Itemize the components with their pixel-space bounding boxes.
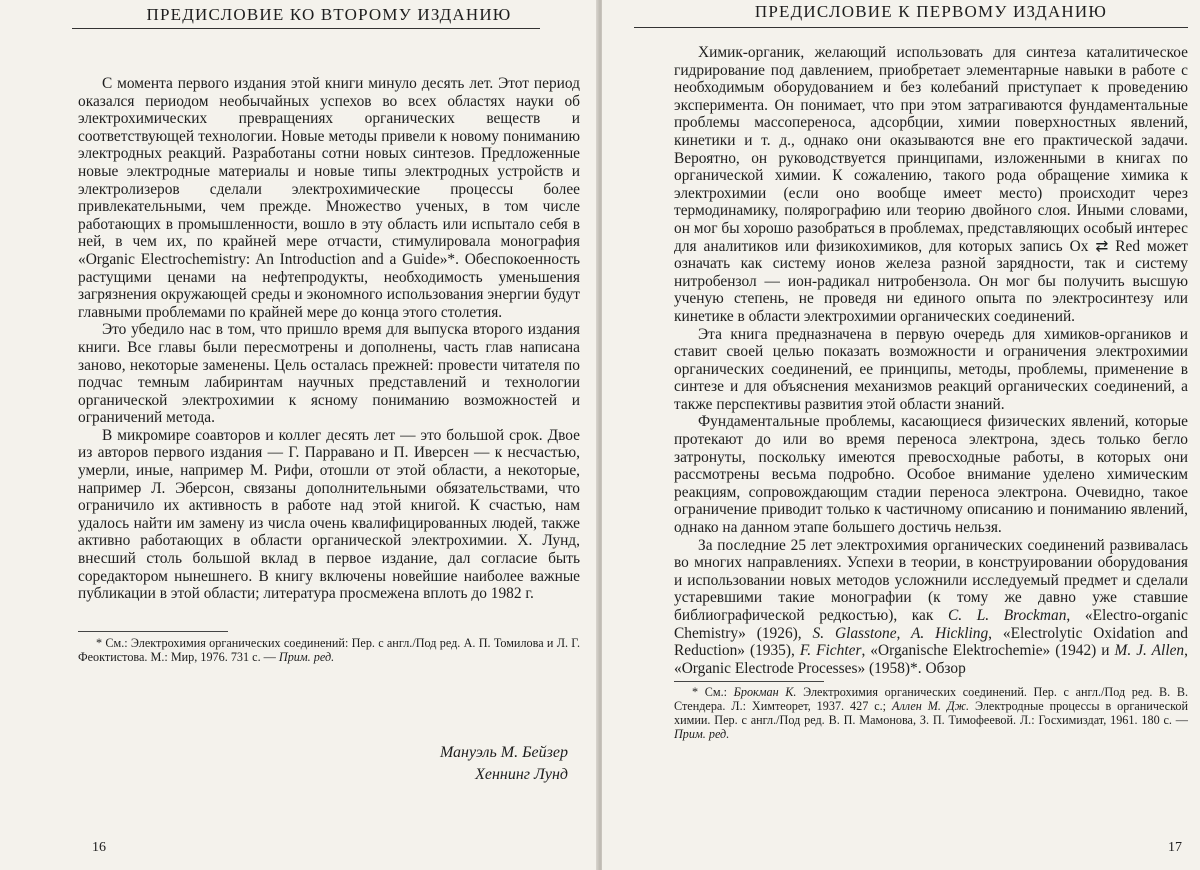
- footnote-author: Брокман К.: [733, 685, 797, 700]
- running-head-right: ПРЕДИСЛОВИЕ К ПЕРВОМУ ИЗДАНИЮ: [754, 2, 1108, 21]
- cited-author: M. J. Allen: [1114, 642, 1185, 660]
- cited-title: , «Organische Elektrochemie» (1942) и: [861, 642, 1115, 660]
- cited-author: S. Glasstone, A. Hickling: [812, 624, 989, 642]
- footnote-text: * См.:: [692, 685, 734, 700]
- footnote-rule-right: [674, 681, 824, 682]
- paragraph: В микромире соавторов и коллег десять лет — это большой срок. Двое из авторов первого издания — Г. Парравано и П. Иверсен — к несчастью, умерли, иные, например М. Рифи, отошли от этой области, а некоторые, например Л. Эберсон, связаны дополнительными обязательствами, что ограничило их активность в работе над этой книгой. К счастью, нам удалось найти им замену из числа очень квалифицированных людей, также активно работающих в области органической электрохимии. Х. Лунд, внесший столь большой вклад в первое издание, дал согласие быть соредактором нынешнего. В книгу включены новейшие наиболее важные публикации в этой области; литература просмежена вплоть до 1982 г.: [78, 426, 580, 603]
- cited-title: , «Electrolytic Oxidation and Reduction» (1935),: [674, 624, 1188, 660]
- head-rule-right: [634, 27, 1188, 28]
- right-page: [602, 0, 1200, 870]
- left-body-text: [78, 75, 580, 603]
- paragraph: Фундаментальные проблемы, касающиеся физических явлений, которые протекают до или во время переноса электрона, здесь только бегло затронуты, поскольку имеются превосходные работы, в которых они рассмотрены весьма подробно. Особое внимание уделено химическим реакциям, сопровождающим стадии переноса электрона. Очевидно, такое ограничение приводит только к частичному описанию и пониманию явлений, однако на данном этапе большего достичь нельзя.: [674, 413, 1188, 537]
- footnote-text: Электрохимия органических соединений. Пер. с англ./Под ред. В. В. Стендера. Л.: Химтеорет, 1937. 427 с.;: [674, 685, 1189, 714]
- cited-author: C. L. Brockman: [947, 607, 1067, 624]
- left-page: [0, 0, 598, 870]
- footnote-rule-left: [78, 631, 228, 632]
- paragraph: Эта книга предназначена в первую очередь для химиков-органиков и ставит своей целью показать возможности и ограничения электрохимии органических соединений, ее принципы, методы, проблемы, применение в синтезе и для объяснения механизмов реакций органических соединений, а также перспективы развития этой области знаний.: [674, 325, 1188, 413]
- footnote-author: Аллен М. Дж.: [892, 699, 970, 714]
- cited-title: , «Organic Electrode Processes» (1958)*. Обзор: [674, 642, 1188, 677]
- para-text: За последние 25 лет электрохимия органических соединений развивалась во многих направлениях. Успехи в теории, в конструировании оборудования и использовании новых методов усложнили исследуемый предмет и сделали устаревшими такие монографии (к тому же давно уже ставшие библиографической редкостью), как: [674, 536, 1188, 624]
- footnote-tail: Прим. ред.: [674, 727, 730, 742]
- signature-name: Мануэль М. Бейзер: [439, 744, 568, 761]
- cited-author: F. Fichter: [799, 642, 862, 660]
- footnote-tail: Прим. ред.: [278, 649, 335, 664]
- footnote-text: * См.: Электрохимия органических соединений: Пер. с англ./Под ред. А. П. Томилова и Л. Г. Феоктистова. М.: Мир, 1976. 731 с. —: [78, 635, 580, 664]
- signature-name: Хеннинг Лунд: [475, 766, 568, 783]
- footnote-right: [674, 685, 1188, 741]
- head-rule-left: [72, 28, 540, 29]
- running-head-left: ПРЕДИСЛОВИЕ КО ВТОРОМУ ИЗДАНИЮ: [146, 5, 512, 24]
- paragraph: Химик-органик, желающий использовать для синтеза каталитическое гидрирование под давлением, приобретает элементарные навыки в работе с необходимым оборудованием и без колебаний приступает к проведению эксперимента. Он понимает, что при этом затрагиваются фундаментальные проблемы массопереноса, адсорбции, химии поверхностных явлений, кинетики и т. д., однако они оказываются вне его практической задачи. Вероятно, он руководствуется принципами, изложенными в книгах по органической химии. К сожалению, такого рода обращение химика к электрохимии (если оно вообще имеет место) происходит через термодинамику, полярографию или теорию двойного слоя. Иными словами, он мог бы хорошо разобраться в проблемах, представляющих особый интерес для аналитиков или физикохимиков, для которых запись Ox ⇄ Red может означать как систему ионов железа разной зарядности, так и систему нитробензол — ион-радикал нитробензола. Он мог бы получить высшую ученую степень, не проведя ни единого опыта по электросинтезу или кинетике в области электрохимии органических соединений.: [674, 44, 1188, 325]
- signatures: [440, 742, 568, 786]
- footnote-left: [78, 636, 580, 664]
- right-body-text: [674, 44, 1188, 677]
- paragraph: Это убедило нас в том, что пришло время для выпуска второго издания книги. Все главы были пересмотрены и дополнены, часть глав написана заново, некоторые заменены. Цель осталась прежней: провести читателя по подчас темным лабиринтам научных представлений и технологии органической электрохимии к ясному пониманию возможностей и ограничений метода.: [78, 321, 580, 427]
- footnote-text: Электродные процессы в органической химии. Пер. с англ./Под ред. В. П. Мамонова, З. П. Тимофеевой. Л.: Госхимиздат, 1961. 180 с. —: [674, 699, 1188, 728]
- paragraph: С момента первого издания этой книги минуло десять лет. Этот период оказался периодом необычайных успехов во всех областях науки об электрохимических превращениях органических веществ и соответствующей технологии. Новые методы привели к новому пониманию электродных реакций. Разработаны сотни новых синтезов. Предложенные новые электродные материалы и новые типы электродных устройств и электролизеров сделали электрохимические процессы более привлекательными, чем прежде. Множество ученых, в том числе работающих в промышленности, вошло в эту область или испытало себя в ней, в чем их, по крайней мере отчасти, стимулировала монография «Organic Electrochemistry: An Introduction and a Guide»*. Обеспокоенность растущими ценами на нефтепродукты, необходимость уменьшения загрязнения окружающей среды и экономного использования энергии будут главными проблемами по крайней мере до конца этого столетия.: [78, 75, 580, 321]
- paragraph: [674, 537, 1188, 678]
- cited-title: , «Electro-organic Chemistry» (1926),: [674, 607, 1188, 642]
- page-number-right: 17: [1168, 840, 1182, 855]
- page-number-left: 16: [92, 840, 106, 855]
